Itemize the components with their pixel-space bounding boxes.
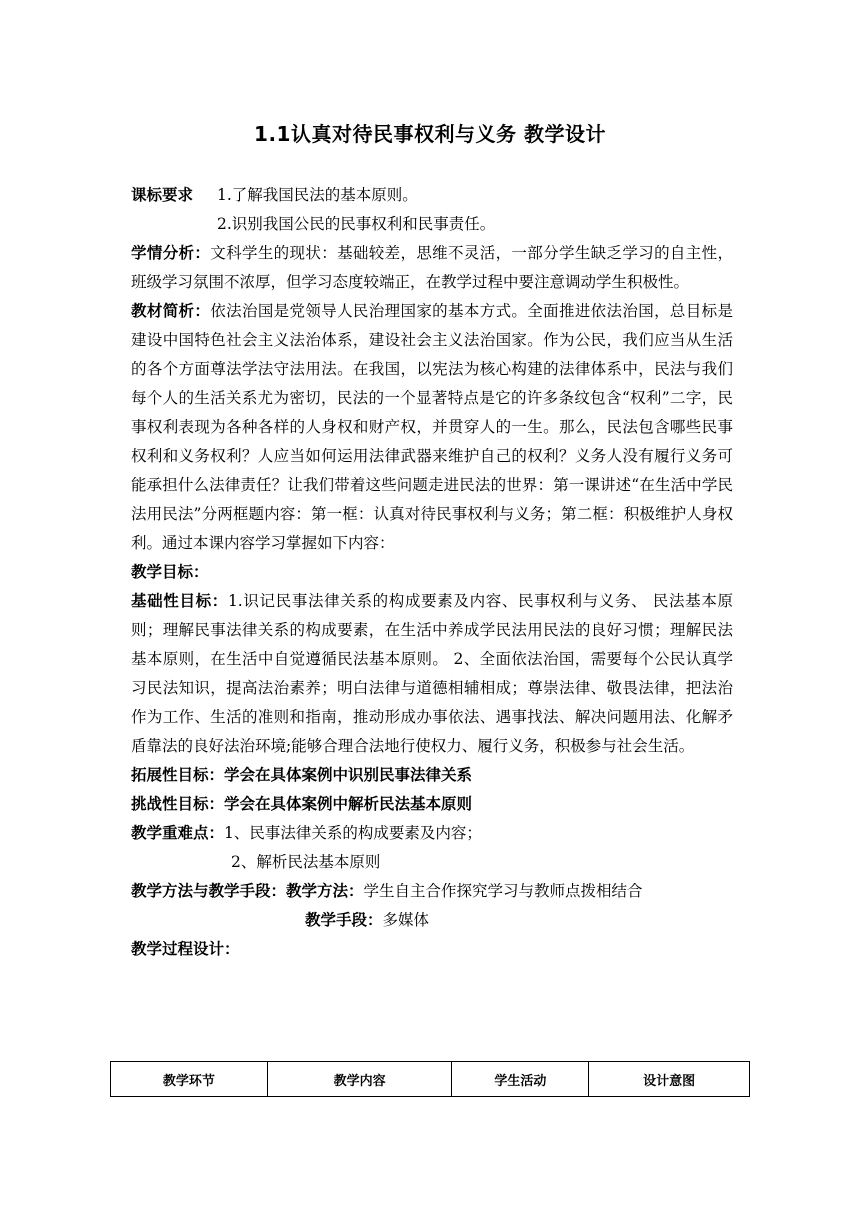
challenge-goal: 挑战性目标：学会在具体案例中解析民法基本原则 (131, 795, 473, 813)
teaching-method-label: 教学方法： (286, 882, 364, 900)
textbook-analysis-text: 依法治国是党领导人民治理国家的基本方式。全面推进依法治国，总目标是建设中国特色社会主义法治体系，建设社会主义法治国家。作为公民，我们应当从生活的各个方面尊法学法守法用法。在我国，以宪法为核心构建的法律体系中，民法与我们每个人的生活关系尤为密切，民法的一个显著特点是它的许多条纹包含“权利”二字，民事权利表现为各种各样的人身权和财产权，并贯穿人的一生。那么，民法包含哪些民事权利和义务权利？人应当如何运用法律武器来维护自己的权利？义务人没有履行义务可能承担什么法律责任？让我们带着这些问题走进民法的世界：第一课讲述“在生活中学民法用民法”分两框题内容：第一框：认真对待民事权利与义务；第二框：积极维护人身权利。通过本课内容学习掌握如下内容： (131, 302, 733, 552)
key-points-label: 教学重难点： (131, 824, 225, 842)
key-point-item-2: 2、解析民法基本原则 (231, 853, 381, 871)
teaching-means-text: 多媒体 (382, 911, 430, 929)
curriculum-requirement-line-1 (131, 181, 733, 210)
document-title: 1.1认真对待民事权利与义务 教学设计 (254, 122, 606, 146)
curriculum-requirement-item-1: 1.了解我国民法的基本原则。 (217, 186, 418, 204)
basic-goal (131, 587, 733, 761)
process-table (110, 1061, 750, 1097)
textbook-analysis (131, 297, 733, 558)
document-body (131, 181, 733, 964)
teaching-means-label: 教学手段： (305, 911, 383, 929)
key-points-line-1 (131, 819, 733, 848)
process-table-header-row (111, 1062, 750, 1097)
header-student-activity: 学生活动 (452, 1062, 589, 1097)
learner-analysis-label: 学情分析： (131, 244, 211, 262)
extended-goal: 拓展性目标：学会在具体案例中识别民事法律关系 (131, 766, 473, 784)
learner-analysis-text: 文科学生的现状：基础较差，思维不灵活，一部分学生缺乏学习的自主性，班级学习氛围不浓厚，但学习态度较端正，在教学过程中要注意调动学生积极性。 (131, 244, 733, 291)
key-points-line-2 (131, 848, 733, 877)
basic-goal-text: 1.识记民事法律关系的构成要素及内容、民事权利与义务、 民法基本原则；理解民事法律关系的构成要素，在生活中养成学民法用民法的良好习惯；理解民法基本原则，在生活中自觉遵循民法基本原则。 2、全面依法治国，需要每个公民认真学习民法知识，提高法治素养；明白法律与道德相辅相成；尊崇法律、敬畏法律，把法治作为工作、生活的准则和指南，推动形成办事依法、遇事找法、解决问题用法、化解矛盾靠法的良好法治环境;能够合理合法地行使权力、履行义务，积极参与社会生活。 (131, 592, 733, 755)
curriculum-requirement-label: 课标要求 (131, 186, 194, 204)
teaching-goals-heading: 教学目标： (131, 563, 209, 581)
textbook-analysis-label: 教材简析： (131, 302, 211, 320)
header-teaching-stage: 教学环节 (111, 1062, 268, 1097)
header-design-intent: 设计意图 (589, 1062, 750, 1097)
curriculum-requirement-item-2: 2.识别我国公民的民事权利和民事责任。 (217, 215, 496, 233)
basic-goal-label: 基础性目标： (131, 592, 228, 610)
header-teaching-content: 教学内容 (267, 1062, 452, 1097)
methods-line-2 (131, 906, 733, 935)
methods-label: 教学方法与教学手段： (131, 882, 287, 900)
curriculum-requirement-line-2 (131, 210, 733, 239)
methods-line-1 (131, 877, 733, 906)
learner-analysis (131, 239, 733, 297)
teaching-method-text: 学生自主合作探究学习与教师点拨相结合 (363, 882, 643, 900)
process-design-heading: 教学过程设计： (131, 940, 240, 958)
key-point-item-1: 1、民事法律关系的构成要素及内容； (224, 824, 482, 842)
